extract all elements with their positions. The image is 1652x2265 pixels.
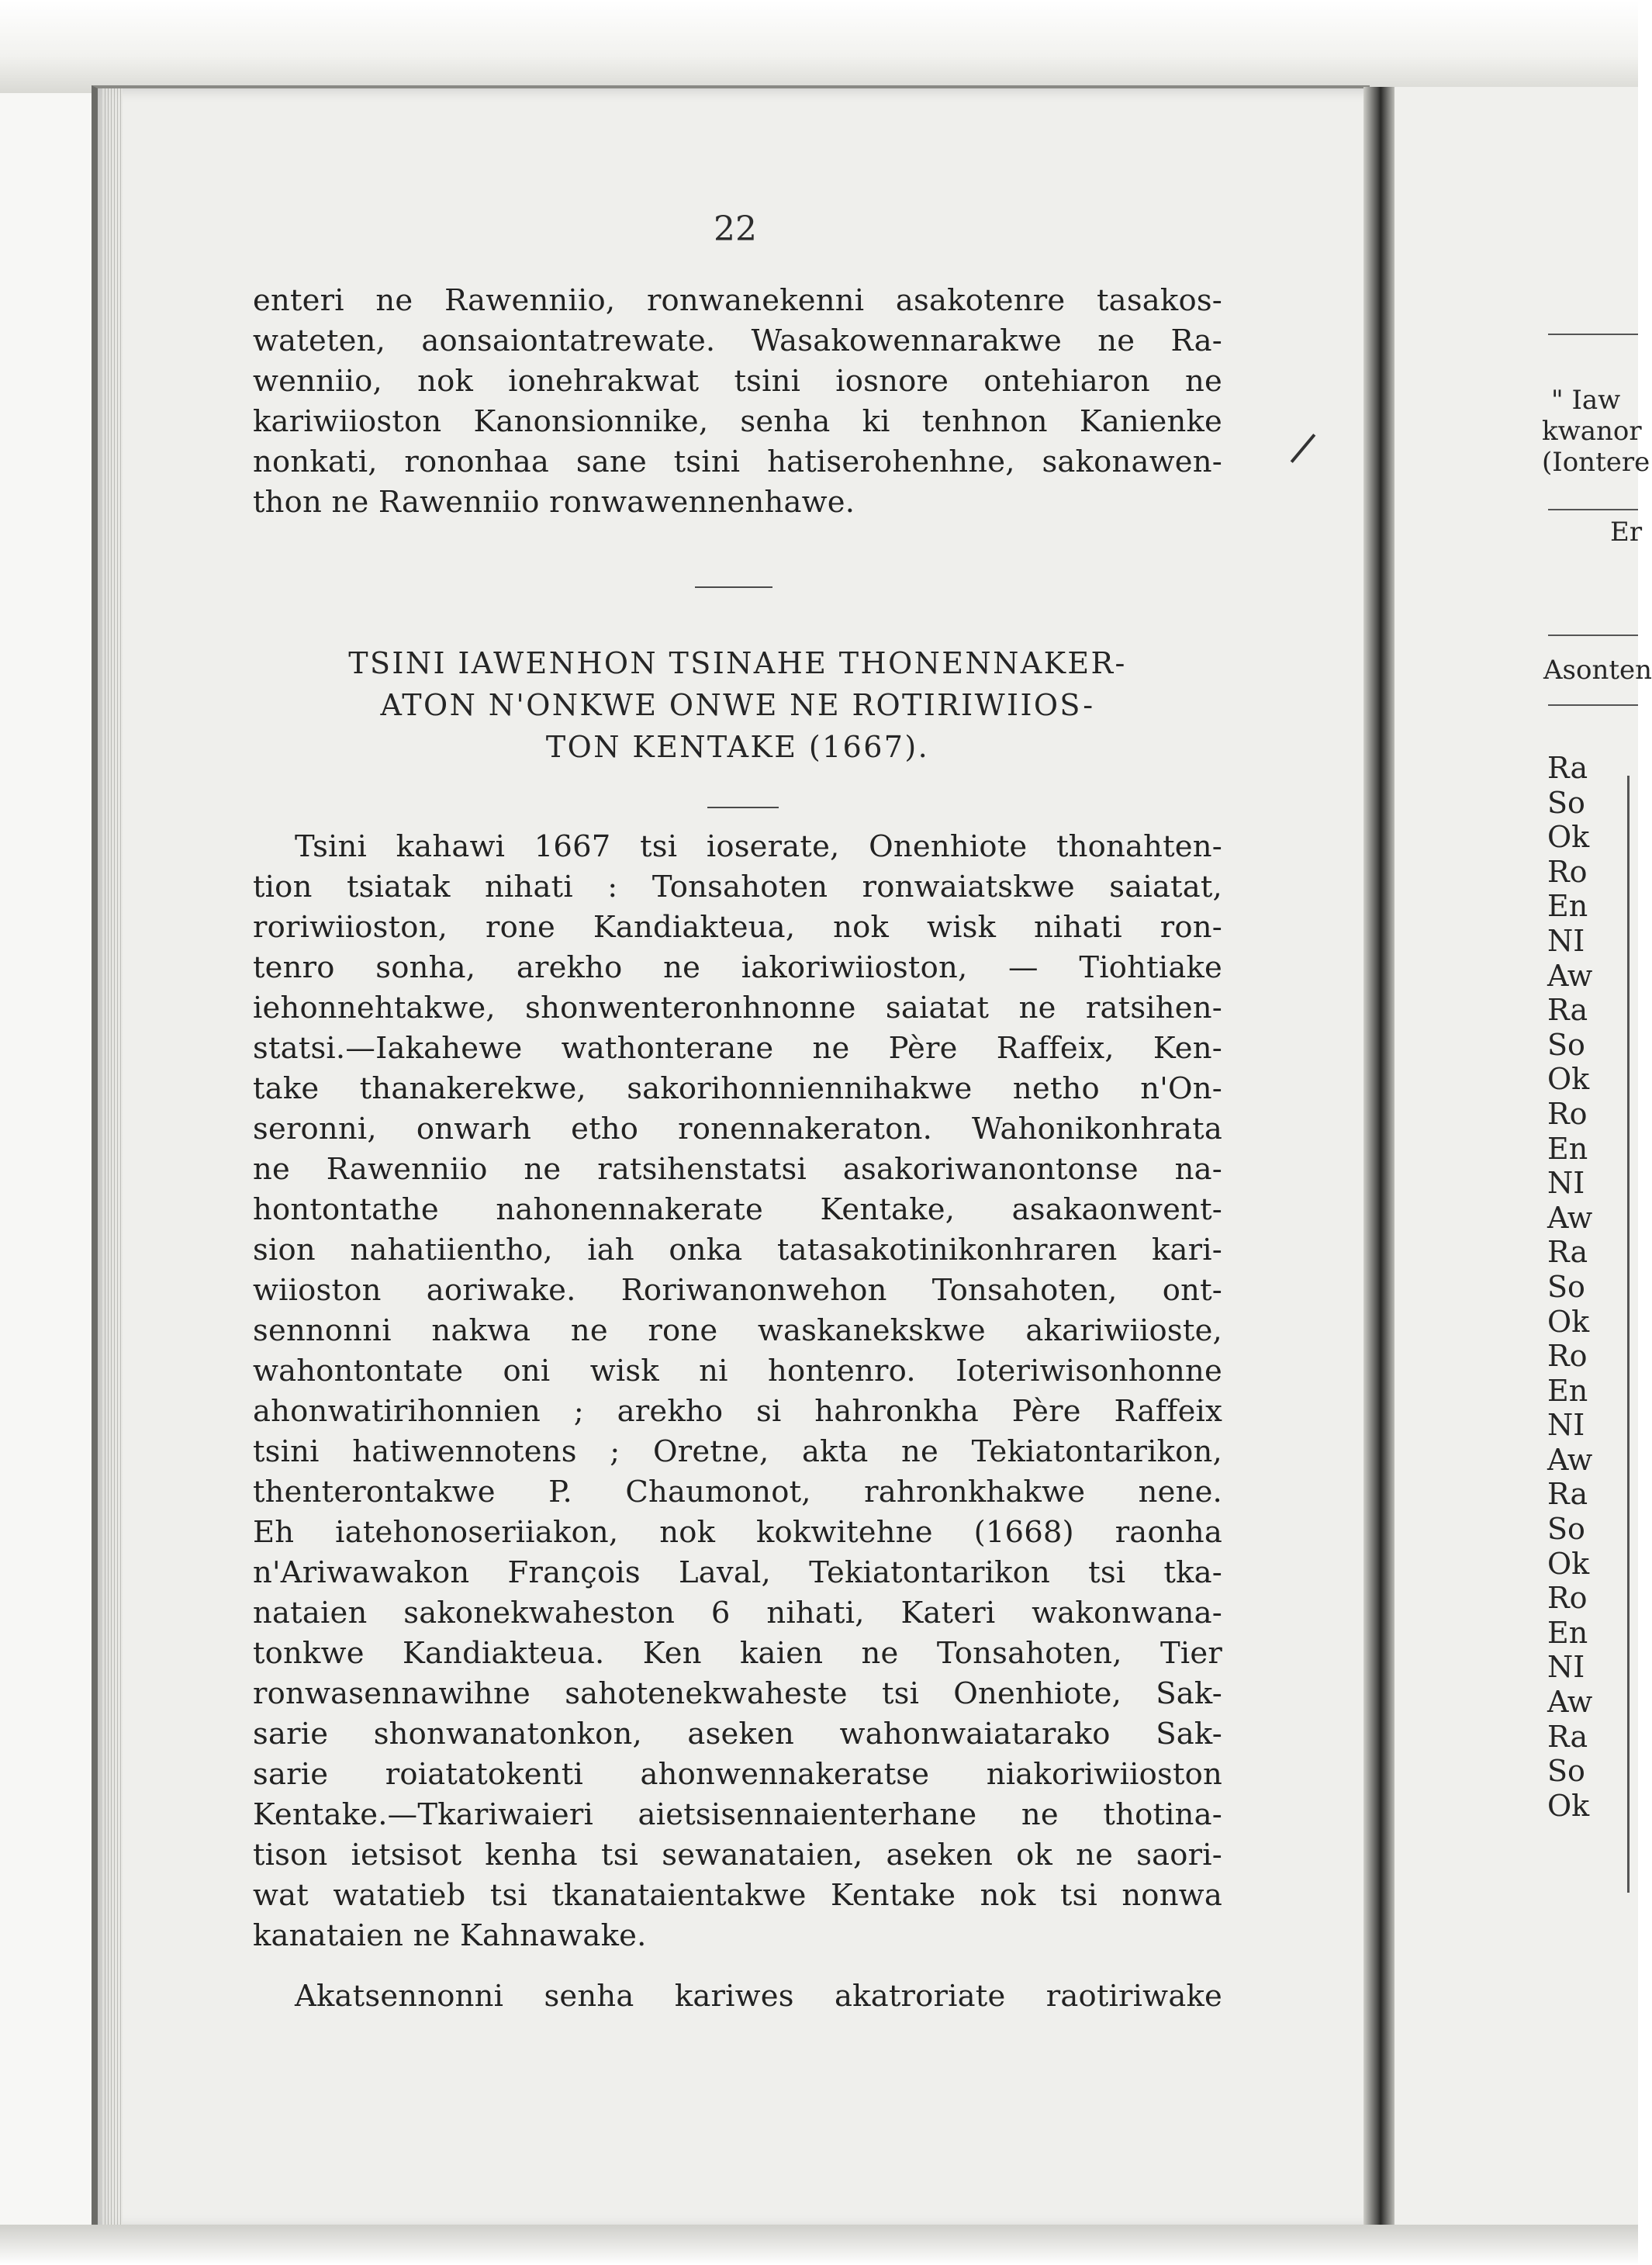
right-quote-line: " Iaw bbox=[1551, 385, 1621, 416]
list-item: Ok bbox=[1547, 1788, 1590, 1823]
list-item: Ok bbox=[1547, 1304, 1590, 1339]
text-line: tion tsiatak nihati : Tonsahoten ronwaiatskwe saiatat, bbox=[253, 870, 1222, 904]
text-line: nataien sakonekwaheston 6 nihati, Kateri wakonwana- bbox=[253, 1596, 1222, 1630]
list-item: Ra bbox=[1547, 751, 1588, 785]
list-item: Aw bbox=[1547, 958, 1593, 993]
text-line: sarie roiatatokenti ahonwennakeratse niakoriwiioston bbox=[253, 1757, 1222, 1792]
page-number: 22 bbox=[714, 209, 757, 249]
text-line: sennonni nakwa ne rone waskanekskwe akariwiioste, bbox=[253, 1313, 1222, 1348]
photo-bottom-margin bbox=[0, 2225, 1638, 2265]
list-item: Ra bbox=[1547, 1477, 1588, 1512]
text-line: Tsini kahawi 1667 tsi ioserate, Onenhiote thonahten- bbox=[295, 829, 1222, 864]
heading-line: TSINI IAWENHON TSINAHE THONENNAKER- bbox=[348, 646, 1127, 680]
heading-line: TON KENTAKE (1667). bbox=[545, 730, 930, 764]
text-line: ronwasennawihne sahotenekwaheste tsi Onenhiote, Sak- bbox=[253, 1676, 1222, 1711]
body-paragraph bbox=[253, 827, 1222, 1956]
text-line: tonkwe Kandiakteua. Ken kaien ne Tonsahoten, Tier bbox=[253, 1636, 1222, 1671]
text-line: n'Ariwawakon François Laval, Tekiatontarikon tsi tka- bbox=[253, 1555, 1222, 1590]
photo-top-margin bbox=[0, 0, 1638, 93]
text-line: take thanakerekwe, sakorihonniennihakwe netho n'On- bbox=[253, 1071, 1222, 1106]
list-item: En bbox=[1547, 1615, 1588, 1650]
text-line: sarie shonwanatonkon, aseken wahonwaiatarako Sak- bbox=[253, 1717, 1222, 1751]
text-line: ne Rawenniio ne ratsihenstatsi asakoriwanontonse na- bbox=[253, 1152, 1222, 1187]
text-line: nonkati, rononhaa sane tsini hatiserohenhne, sakonawen- bbox=[253, 444, 1222, 479]
section-divider bbox=[695, 586, 772, 588]
list-item: Ro bbox=[1547, 854, 1588, 889]
closing-paragraph bbox=[253, 1976, 1222, 2017]
list-item: NI bbox=[1547, 1166, 1585, 1201]
list-item: Ok bbox=[1547, 820, 1590, 855]
text-line: wiioston aoriwake. Roriwanonwehon Tonsahoten, ont- bbox=[253, 1273, 1222, 1308]
list-item: Ro bbox=[1547, 1096, 1588, 1131]
list-item: NI bbox=[1547, 923, 1585, 958]
right-page-column-rule bbox=[1627, 776, 1630, 1893]
list-item: Aw bbox=[1547, 1442, 1593, 1477]
text-line: kanataien ne Kahnawake. bbox=[253, 1918, 647, 1953]
text-line: statsi.—Iakahewe wathonterane ne Père Raffeix, Ken- bbox=[253, 1031, 1222, 1066]
text-line: wat watatieb tsi tkanataientakwe Kentake nok tsi nonwa bbox=[253, 1878, 1222, 1913]
list-item: Ro bbox=[1547, 1339, 1588, 1374]
text-line: tsini hatiwennotens ; Oretne, akta ne Tekiatontarikon, bbox=[253, 1434, 1222, 1469]
list-item: Ok bbox=[1547, 1062, 1590, 1097]
text-line: hontontathe nahonennakerate Kentake, asakaonwent- bbox=[253, 1192, 1222, 1227]
list-item: So bbox=[1547, 1512, 1585, 1547]
right-page-rule bbox=[1548, 509, 1638, 510]
text-line: tenro sonha, arekho ne iakoriwiioston, — Tiohtiake bbox=[253, 950, 1222, 985]
list-item: En bbox=[1547, 1131, 1588, 1166]
list-item: Ra bbox=[1547, 993, 1588, 1028]
right-label-asonte: Asonten bbox=[1543, 655, 1652, 686]
right-page-list bbox=[1547, 751, 1592, 1823]
text-line: wahontontate oni wisk ni hontenro. Ioteriwisonhonne bbox=[253, 1354, 1222, 1388]
list-item: En bbox=[1547, 889, 1588, 924]
right-page-rule bbox=[1548, 334, 1638, 335]
text-line: Akatsennonni senha kariwes akatroriate raotiriwake bbox=[295, 1979, 1222, 2014]
section-heading bbox=[253, 642, 1222, 768]
heading-line: ATON N'ONKWE ONWE NE ROTIRIWIIOS- bbox=[380, 688, 1095, 722]
right-label-er: Er bbox=[1610, 517, 1643, 548]
right-quote-line: (Iontere bbox=[1542, 447, 1650, 478]
text-line: tison ietsisot kenha tsi sewanataien, aseken ok ne saori- bbox=[253, 1838, 1222, 1873]
text-line: wateten, aonsaiontatrewate. Wasakowennarakwe ne Ra- bbox=[253, 323, 1222, 358]
list-item: Aw bbox=[1547, 1685, 1593, 1720]
text-line: sion nahatiientho, iah onka tatasakotinikonhraren kari- bbox=[253, 1233, 1222, 1267]
text-line: wenniio, nok ionehrakwat tsini iosnore ontehiaron ne bbox=[253, 364, 1222, 399]
list-item: Ra bbox=[1547, 1719, 1588, 1754]
text-line: thenterontakwe P. Chaumonot, rahronkhakwe nene. bbox=[253, 1475, 1222, 1509]
text-line: Kentake.—Tkariwaieri aietsisennaienterhane ne thotina- bbox=[253, 1797, 1222, 1832]
text-line: thon ne Rawenniio ronwawennenhawe. bbox=[253, 485, 855, 520]
right-page-rule bbox=[1548, 704, 1638, 706]
page-stack-edge bbox=[102, 88, 123, 2229]
list-item: So bbox=[1547, 785, 1585, 820]
list-item: Aw bbox=[1547, 1200, 1593, 1235]
text-line: kariwiioston Kanonsionnike, senha ki tenhnon Kanienke bbox=[253, 404, 1222, 439]
list-item: NI bbox=[1547, 1650, 1585, 1685]
text-line: enteri ne Rawenniio, ronwanekenni asakotenre tasakos- bbox=[253, 283, 1222, 318]
text-line: Eh iatehonoseriiakon, nok kokwitehne (1668) raonha bbox=[253, 1515, 1222, 1550]
text-line: seronni, onwarh etho ronennakeraton. Wahonikonhrata bbox=[253, 1112, 1222, 1146]
list-item: Ok bbox=[1547, 1546, 1590, 1581]
book-gutter bbox=[1363, 87, 1395, 2226]
text-line: ahonwatirihonnien ; arekho si hahronkha Père Raffeix bbox=[253, 1394, 1222, 1429]
text-line: roriwiioston, rone Kandiakteua, nok wisk nihati ron- bbox=[253, 910, 1222, 945]
list-item: NI bbox=[1547, 1408, 1585, 1443]
heading-divider bbox=[707, 807, 779, 808]
intro-paragraph bbox=[253, 281, 1222, 523]
list-item: Ro bbox=[1547, 1581, 1588, 1616]
text-line: iehonnehtakwe, shonwenteronhnonne saiatat ne ratsihen- bbox=[253, 991, 1222, 1025]
list-item: En bbox=[1547, 1373, 1588, 1408]
list-item: So bbox=[1547, 1269, 1585, 1304]
list-item: So bbox=[1547, 1027, 1585, 1062]
list-item: Ra bbox=[1547, 1235, 1588, 1270]
right-quote-line: kwanor bbox=[1542, 416, 1642, 447]
list-item: So bbox=[1547, 1754, 1585, 1789]
right-page-rule bbox=[1548, 635, 1638, 636]
